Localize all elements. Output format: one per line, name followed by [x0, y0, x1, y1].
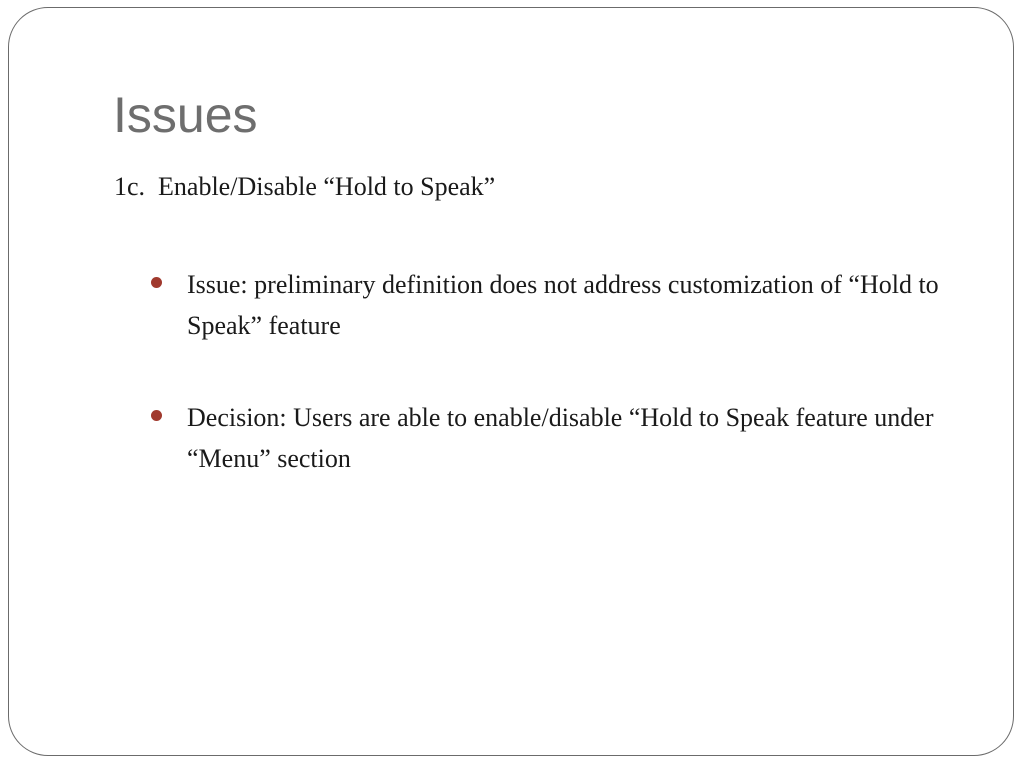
bullet-item-decision	[150, 397, 970, 479]
bullet-text-decision: Decision: Users are able to enable/disable “Hold to Speak feature under “Menu” section	[187, 403, 934, 473]
slide-subheading: 1c. Enable/Disable “Hold to Speak”	[114, 172, 496, 201]
slide-title: Issues	[113, 87, 258, 143]
bullet-dot-icon	[151, 410, 162, 421]
bullet-item-issue	[150, 264, 970, 346]
bullet-list	[150, 264, 970, 530]
bullet-dot-icon	[151, 277, 162, 288]
bullet-text-issue: Issue: preliminary definition does not address customization of “Hold to Speak” feature	[187, 270, 939, 340]
